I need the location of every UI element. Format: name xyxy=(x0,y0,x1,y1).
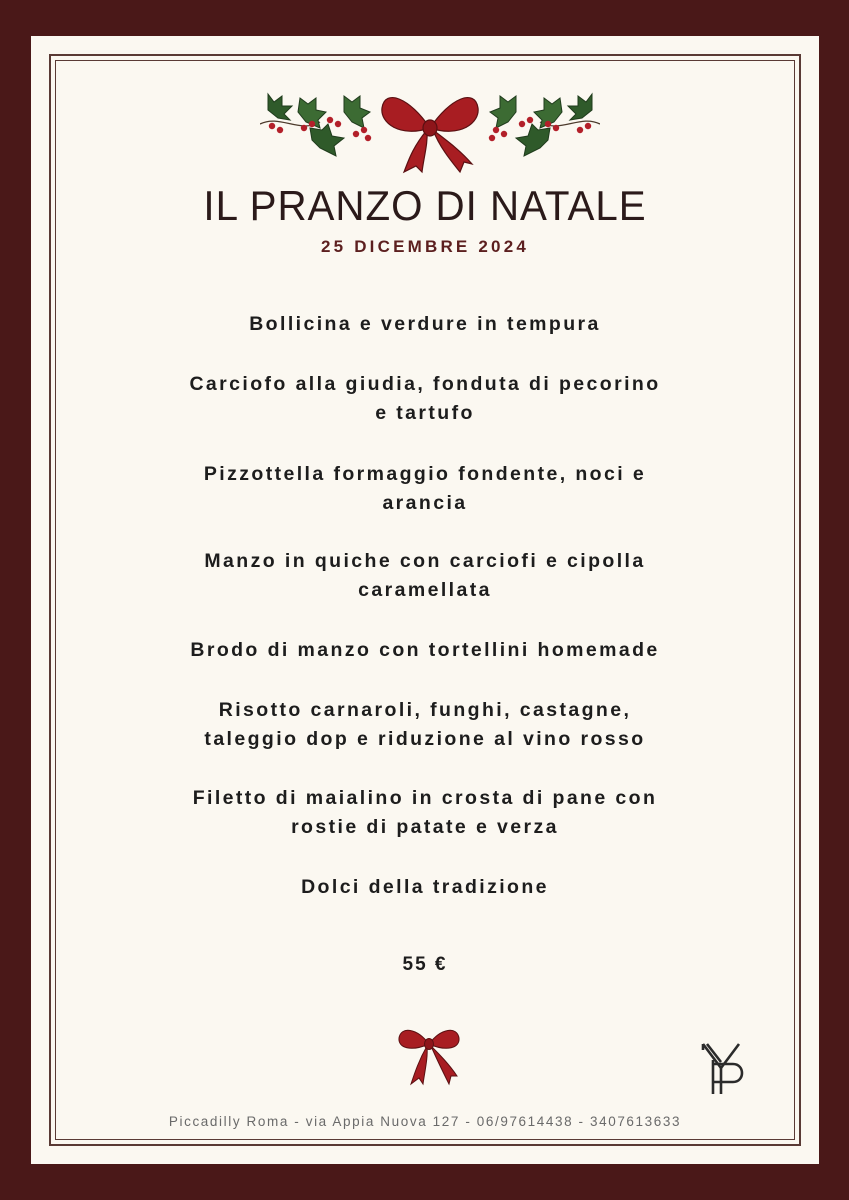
dish-item xyxy=(31,636,819,665)
menu-page xyxy=(31,36,819,1164)
dish-line: rostie di patate e verza xyxy=(291,816,559,838)
dish-item xyxy=(31,460,819,518)
dish-line: Dolci della tradizione xyxy=(301,876,549,898)
dish-line: Risotto carnaroli, funghi, castagne, xyxy=(218,699,632,721)
dish-line: e tartufo xyxy=(375,402,475,424)
footer-contact: Piccadilly Roma - via Appia Nuova 127 - 06/97614438 - 3407613633 xyxy=(168,1114,682,1129)
dish-item xyxy=(31,696,819,754)
holly-garland-icon xyxy=(260,84,600,174)
dish-item xyxy=(31,784,819,842)
menu-price: 55 € xyxy=(402,954,448,975)
dish-line: Carciofo alla giudia, fonduta di pecorino xyxy=(189,373,661,395)
py-monogram-icon xyxy=(699,1040,749,1096)
dish-line: taleggio dop e riduzione al vino rosso xyxy=(204,728,646,750)
dish-line: Pizzottella formaggio fondente, noci e xyxy=(203,463,647,485)
dish-line: Bollicina e verdure in tempura xyxy=(249,313,601,335)
dish-line: Brodo di manzo con tortellini homemade xyxy=(190,639,660,661)
dish-item xyxy=(31,547,819,605)
menu-date: 25 DICEMBRE 2024 xyxy=(320,237,530,256)
dish-line: Filetto di maialino in crosta di pane con xyxy=(192,787,658,809)
dish-item xyxy=(31,873,819,902)
dish-line: Manzo in quiche con carciofi e cipolla xyxy=(204,550,646,572)
dish-line: arancia xyxy=(382,492,468,514)
dish-item xyxy=(31,310,819,339)
dish-item xyxy=(31,370,819,428)
ribbon-bow-icon xyxy=(397,1024,461,1088)
dish-line: caramellata xyxy=(358,579,492,601)
menu-title: IL PRANZO DI NATALE xyxy=(203,182,647,229)
